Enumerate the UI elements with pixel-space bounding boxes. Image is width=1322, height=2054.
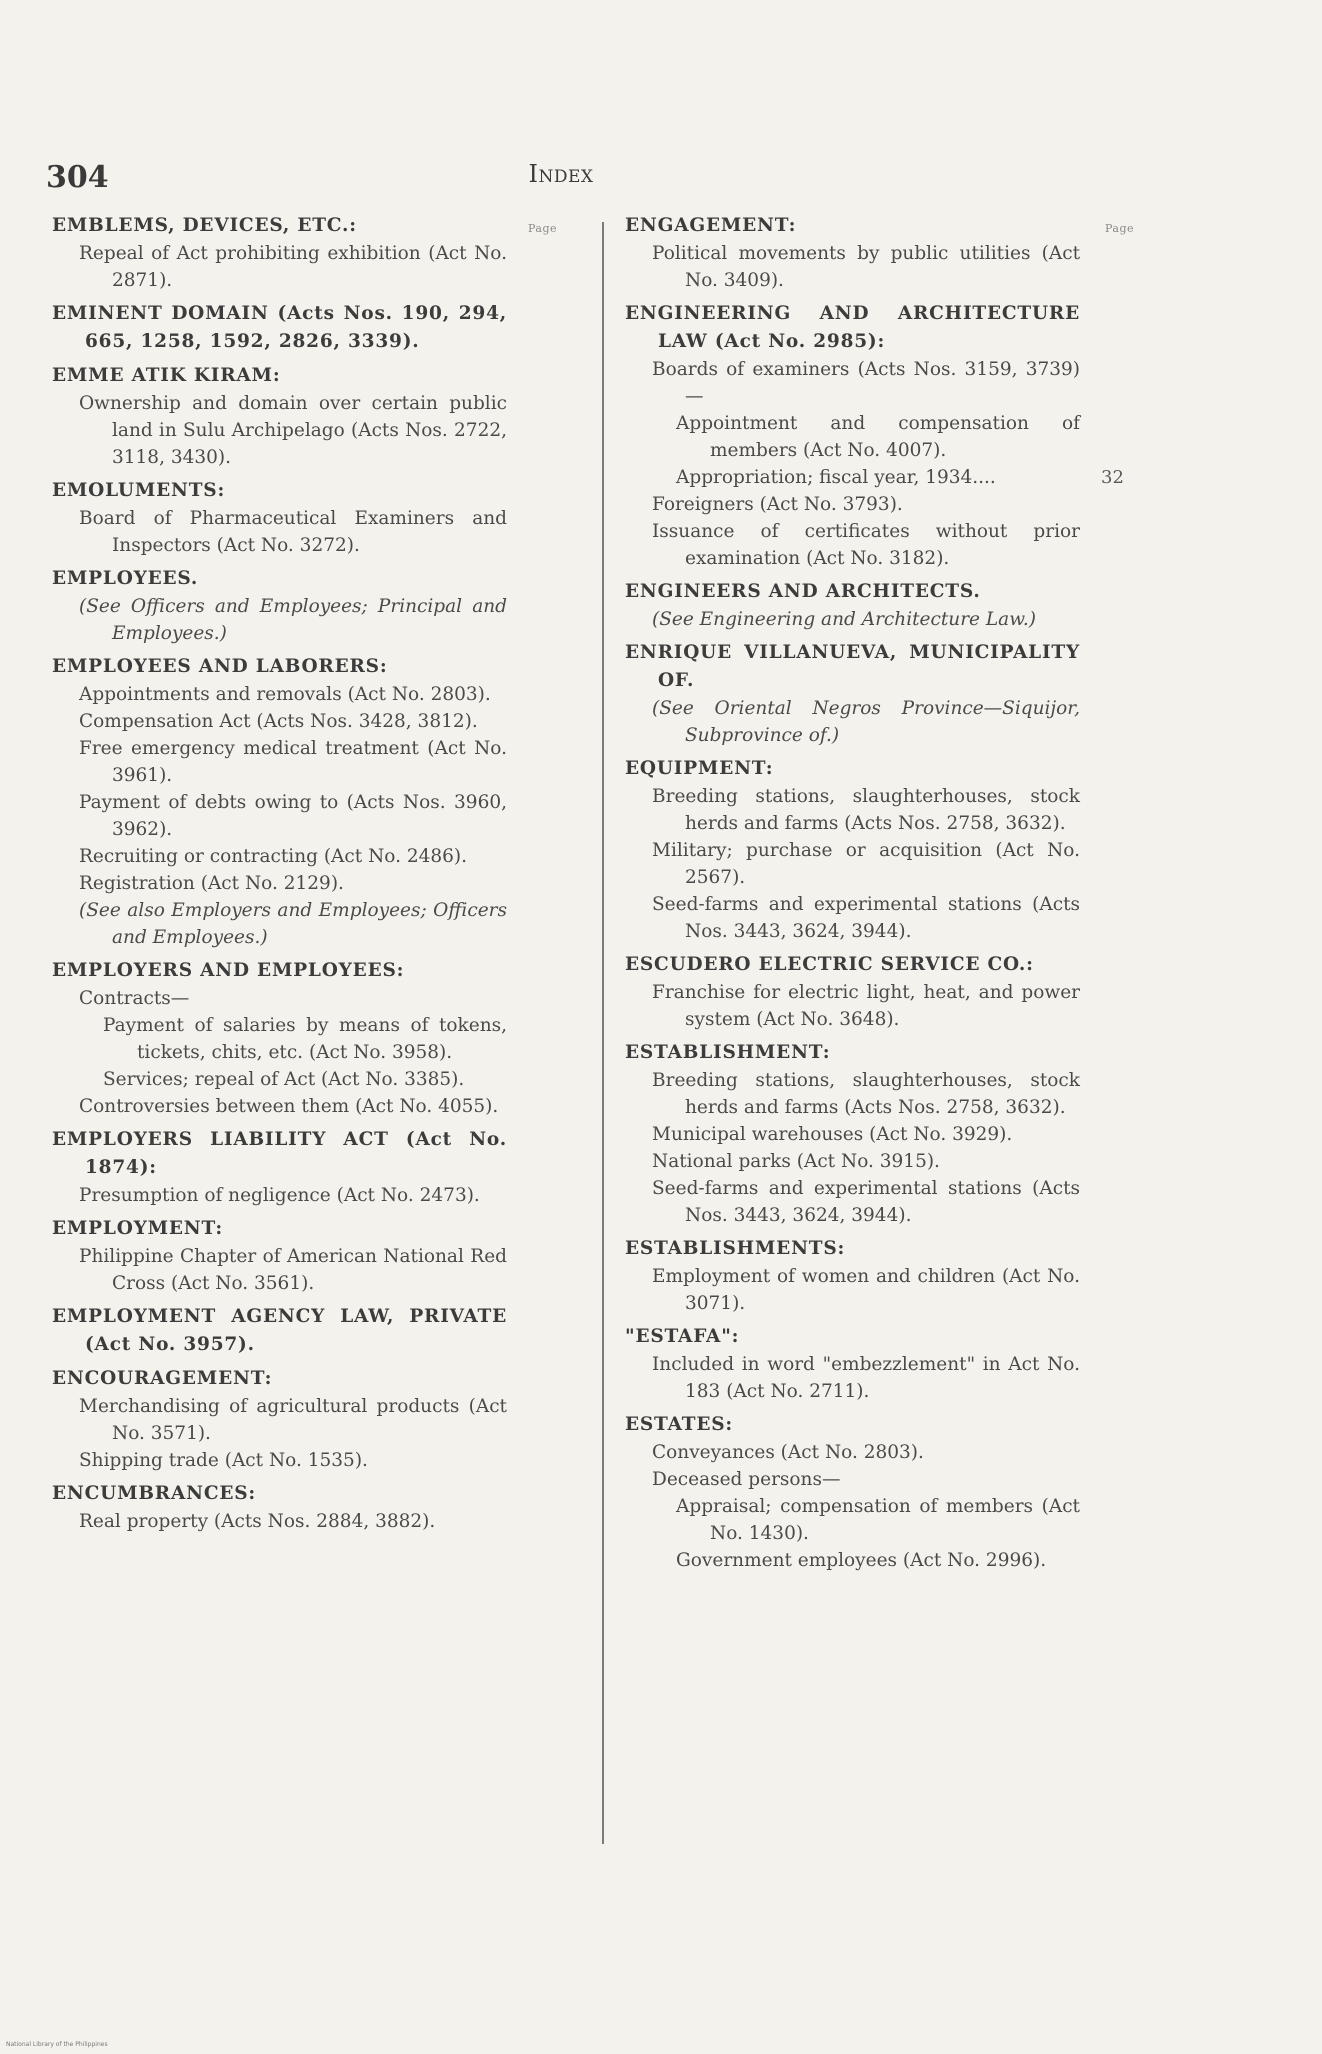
subheading-text: Philippine Chapter of American National Red Cross (Act No. 3561). xyxy=(79,1246,507,1294)
subheading-text: Appraisal; compensation of members (Act No. 1430). xyxy=(676,1496,1080,1544)
subheading-text: (See Oriental Negros Province—Siquijor, Subprovince of.) xyxy=(652,698,1080,746)
entry-heading: ENRIQUE VILLANUEVA, MUNICIPALITY OF. xyxy=(625,642,1080,691)
page-column-label: Page xyxy=(1105,222,1135,235)
entry-subheading xyxy=(625,1493,1080,1547)
entry-heading: ESCUDERO ELECTRIC SERVICE CO.: xyxy=(625,954,1034,975)
subheading-text: Ownership and domain over certain public land in Sulu Archipelago (Acts Nos. 2722, 3118, 3430). xyxy=(79,393,507,468)
entry-heading: "ESTAFA": xyxy=(625,1326,740,1347)
entry-subheading xyxy=(52,1012,507,1066)
entry-subheading xyxy=(52,789,507,843)
index-entry xyxy=(625,1235,1080,1317)
index-entry xyxy=(52,300,507,356)
subheading-text: Recruiting or contracting (Act No. 2486). xyxy=(79,846,468,867)
entry-heading: ESTABLISHMENT: xyxy=(625,1042,831,1063)
entry-subheading xyxy=(52,505,507,559)
entry-subheading xyxy=(625,1466,1080,1493)
entry-subheading xyxy=(625,695,1080,749)
index-entry xyxy=(625,1323,1080,1405)
entry-heading: ENCUMBRANCES: xyxy=(52,1483,257,1504)
entry-subheading xyxy=(52,681,507,708)
page-column-label: Page xyxy=(528,222,558,235)
index-entry xyxy=(625,951,1080,1033)
entry-subheading xyxy=(52,1066,507,1093)
subheading-text: Shipping trade (Act No. 1535). xyxy=(79,1450,368,1471)
index-entry xyxy=(52,1303,507,1359)
index-entry xyxy=(52,362,507,471)
entry-subheading xyxy=(625,1175,1080,1229)
entry-subheading xyxy=(625,356,1080,410)
entry-subheading xyxy=(52,390,507,471)
subheading-text: Controversies between them (Act No. 4055). xyxy=(79,1096,499,1117)
subheading-text: Registration (Act No. 2129). xyxy=(79,873,344,894)
entry-subheading xyxy=(625,891,1080,945)
entry-heading: EMOLUMENTS: xyxy=(52,480,226,501)
entry-subheading xyxy=(625,1263,1080,1317)
subheading-text: Employment of women and children (Act No. 3071). xyxy=(652,1266,1080,1314)
entry-subheading xyxy=(625,410,1080,464)
subheading-text: Presumption of negligence (Act No. 2473). xyxy=(79,1185,480,1206)
index-entry xyxy=(52,1215,507,1297)
footer-note: National Library of the Philippines xyxy=(6,2041,108,2048)
index-column-left xyxy=(52,212,507,1541)
subheading-text: Real property (Acts Nos. 2884, 3882). xyxy=(79,1511,436,1532)
page-header xyxy=(46,160,1076,220)
index-entry xyxy=(52,1365,507,1474)
entry-subheading xyxy=(52,1182,507,1209)
entry-heading: EMPLOYERS AND EMPLOYEES: xyxy=(52,960,405,981)
entry-subheading xyxy=(52,1393,507,1447)
subheading-text: Government employees (Act No. 2996). xyxy=(676,1550,1047,1571)
entry-subheading xyxy=(625,1067,1080,1121)
entry-subheading xyxy=(625,240,1080,294)
entry-heading: ESTATES: xyxy=(625,1414,734,1435)
entry-heading: EMPLOYMENT: xyxy=(52,1218,224,1239)
entry-subheading xyxy=(625,979,1080,1033)
entry-subheading xyxy=(52,985,507,1012)
subheading-text: Issuance of certificates without prior examination (Act No. 3182). xyxy=(652,521,1080,569)
subheading-text: Seed-farms and experimental stations (Acts Nos. 3443, 3624, 3944). xyxy=(652,894,1080,942)
entry-subheading xyxy=(52,593,507,647)
entry-subheading xyxy=(52,1447,507,1474)
entry-subheading xyxy=(625,1148,1080,1175)
entry-subheading xyxy=(52,708,507,735)
entry-subheading xyxy=(625,1351,1080,1405)
entry-heading: EMME ATIK KIRAM: xyxy=(52,365,281,386)
entry-subheading xyxy=(625,1547,1080,1574)
index-entry xyxy=(625,578,1080,633)
index-entry xyxy=(52,653,507,951)
index-entry xyxy=(52,1126,507,1209)
entry-subheading xyxy=(625,518,1080,572)
subheading-text: Payment of debts owing to (Acts Nos. 3960, 3962). xyxy=(79,792,507,840)
index-entry xyxy=(52,212,507,294)
entry-heading: EMBLEMS, DEVICES, ETC.: xyxy=(52,215,357,236)
index-entry xyxy=(625,755,1080,945)
subheading-text: Municipal warehouses (Act No. 3929). xyxy=(652,1124,1013,1145)
entry-heading: EMPLOYERS LIABILITY ACT (Act No. 1874): xyxy=(52,1129,507,1178)
index-entry xyxy=(625,1039,1080,1229)
subheading-text: Boards of examiners (Acts Nos. 3159, 3739)— xyxy=(652,359,1080,407)
entry-subheading xyxy=(52,1508,507,1535)
entry-heading: EMPLOYEES AND LABORERS: xyxy=(52,656,388,677)
entry-subheading xyxy=(625,837,1080,891)
entry-subheading xyxy=(625,1439,1080,1466)
subheading-text: Board of Pharmaceutical Examiners and Inspectors (Act No. 3272). xyxy=(79,508,507,556)
index-entry xyxy=(625,639,1080,749)
subheading-text: Military; purchase or acquisition (Act No. 2567). xyxy=(652,840,1080,888)
entry-subheading xyxy=(52,735,507,789)
entry-heading: EMPLOYMENT AGENCY LAW, PRIVATE (Act No. 3957). xyxy=(52,1306,507,1355)
subheading-text: Breeding stations, slaughterhouses, stock herds and farms (Acts Nos. 2758, 3632). xyxy=(652,786,1080,834)
subheading-text: Repeal of Act prohibiting exhibition (Act No. 2871). xyxy=(79,243,507,291)
entry-subheading xyxy=(52,1243,507,1297)
subheading-text: Seed-farms and experimental stations (Acts Nos. 3443, 3624, 3944). xyxy=(652,1178,1080,1226)
entry-subheading xyxy=(625,1121,1080,1148)
entry-heading: ESTABLISHMENTS: xyxy=(625,1238,846,1259)
subheading-text: (See also Employers and Employees; Officers and Employees.) xyxy=(79,900,507,948)
entry-subheading xyxy=(52,1093,507,1120)
subheading-text: Services; repeal of Act (Act No. 3385). xyxy=(103,1069,465,1090)
subheading-text: (See Engineering and Architecture Law.) xyxy=(652,609,1036,630)
page-number: 304 xyxy=(46,160,109,195)
subheading-text: (See Officers and Employees; Principal and Employees.) xyxy=(79,596,507,644)
subheading-text: Appointment and compensation of members (Act No. 4007). xyxy=(676,413,1080,461)
subheading-text: Included in word "embezzlement" in Act No. 183 (Act No. 2711). xyxy=(652,1354,1080,1402)
index-entry xyxy=(625,212,1080,294)
entry-heading: ENGINEERS AND ARCHITECTS. xyxy=(625,581,981,602)
entry-subheading xyxy=(52,240,507,294)
subheading-text: Deceased persons— xyxy=(652,1469,841,1490)
index-entry xyxy=(52,565,507,647)
entry-heading: EMINENT DOMAIN (Acts Nos. 190, 294, 665, 1258, 1592, 2826, 3339). xyxy=(52,303,507,352)
entry-subheading xyxy=(625,491,1080,518)
subheading-text: Appropriation; fiscal year, 1934.... xyxy=(676,467,996,488)
subheading-text: Merchandising of agricultural products (Act No. 3571). xyxy=(79,1396,507,1444)
subheading-text: Payment of salaries by means of tokens, tickets, chits, etc. (Act No. 3958). xyxy=(103,1015,507,1063)
entry-subheading: Appropriation; fiscal year, 1934.... 32 xyxy=(676,467,1124,488)
subheading-text: Free emergency medical treatment (Act No. 3961). xyxy=(79,738,507,786)
entry-subheading xyxy=(625,783,1080,837)
index-entry xyxy=(52,477,507,559)
index-entry xyxy=(52,1480,507,1535)
subheading-text: Conveyances (Act No. 2803). xyxy=(652,1442,924,1463)
index-entry xyxy=(625,1411,1080,1574)
entry-subheading xyxy=(625,606,1080,633)
entry-subheading xyxy=(52,897,507,951)
entry-heading: ENGINEERING AND ARCHITECTURE LAW (Act No. 2985): xyxy=(625,303,1080,352)
entry-heading: ENGAGEMENT: xyxy=(625,215,797,236)
subheading-text: Foreigners (Act No. 3793). xyxy=(652,494,903,515)
column-divider xyxy=(602,222,604,1844)
subheading-text: Breeding stations, slaughterhouses, stock herds and farms (Acts Nos. 2758, 3632). xyxy=(652,1070,1080,1118)
subheading-text: Political movements by public utilities (Act No. 3409). xyxy=(652,243,1080,291)
entry-heading: ENCOURAGEMENT: xyxy=(52,1368,273,1389)
subheading-text: Contracts— xyxy=(79,988,190,1009)
subheading-text: National parks (Act No. 3915). xyxy=(652,1151,940,1172)
index-entry xyxy=(625,300,1124,572)
subheading-text: Compensation Act (Acts Nos. 3428, 3812). xyxy=(79,711,478,732)
entry-subheading xyxy=(52,843,507,870)
subheading-text: Appointments and removals (Act No. 2803). xyxy=(79,684,491,705)
entry-subheading xyxy=(52,870,507,897)
entry-heading: EMPLOYEES. xyxy=(52,568,199,589)
index-entry xyxy=(52,957,507,1120)
subheading-text: Franchise for electric light, heat, and power system (Act No. 3648). xyxy=(652,982,1080,1030)
entry-heading: EQUIPMENT: xyxy=(625,758,774,779)
running-title: Index xyxy=(528,160,594,188)
